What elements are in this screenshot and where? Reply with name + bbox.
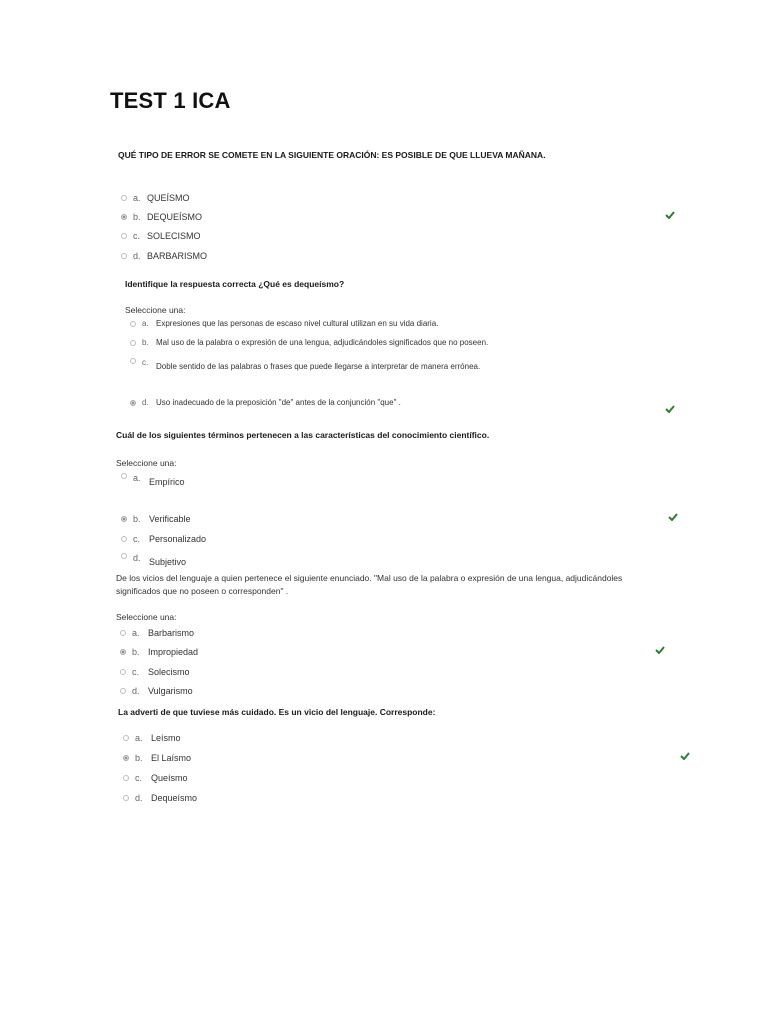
radio-icon[interactable] — [120, 688, 126, 694]
option-label: QUEÍSMO — [147, 193, 190, 203]
option-letter: d. — [133, 251, 141, 261]
option-label: SOLECISMO — [147, 231, 201, 241]
q2-option-d[interactable] — [130, 398, 401, 407]
radio-icon[interactable] — [120, 669, 126, 675]
question-2-text: Identifique la respuesta correcta ¿Qué es dequeísmo? — [125, 279, 345, 289]
check-icon — [655, 646, 665, 654]
option-letter: a. — [133, 193, 141, 203]
q4-option-b[interactable] — [120, 647, 198, 657]
option-label: Barbarismo — [148, 628, 195, 638]
check-icon — [665, 405, 675, 413]
check-icon — [668, 513, 678, 521]
radio-icon[interactable] — [121, 516, 127, 522]
radio-icon[interactable] — [121, 253, 127, 259]
q2-option-a[interactable] — [130, 319, 438, 328]
q1-option-b[interactable] — [121, 212, 202, 222]
q1-option-a[interactable] — [121, 193, 190, 203]
radio-icon[interactable] — [123, 775, 129, 781]
radio-icon[interactable] — [121, 473, 127, 479]
option-label: Leísmo — [151, 733, 181, 743]
option-label: Vulgarismo — [148, 686, 193, 696]
option-letter: d. — [132, 686, 140, 696]
select-one-label: Seleccione una: — [116, 458, 177, 468]
q4-option-d[interactable] — [120, 686, 193, 696]
q5-option-c[interactable] — [123, 773, 188, 783]
option-letter: a. — [133, 473, 141, 483]
option-label: Impropiedad — [148, 647, 199, 657]
q3-option-a[interactable] — [121, 473, 185, 487]
option-label: Personalizado — [149, 534, 207, 544]
option-label: Subjetivo — [149, 557, 187, 567]
check-icon — [680, 752, 690, 760]
page-title: TEST 1 ICA — [110, 88, 231, 113]
radio-icon[interactable] — [130, 400, 136, 406]
option-letter: a. — [132, 628, 140, 638]
q2-option-b[interactable] — [130, 338, 488, 347]
select-one-label: Seleccione una: — [116, 612, 177, 622]
option-letter: c. — [133, 231, 141, 241]
radio-icon[interactable] — [120, 630, 126, 636]
radio-icon[interactable] — [121, 553, 127, 559]
option-letter: c. — [142, 358, 149, 367]
q4-option-c[interactable] — [120, 667, 190, 677]
radio-icon[interactable] — [121, 195, 127, 201]
radio-icon[interactable] — [123, 735, 129, 741]
option-letter: c. — [135, 773, 143, 783]
q3-option-c[interactable] — [121, 534, 206, 544]
option-letter: d. — [142, 398, 149, 407]
option-label: Verificable — [149, 514, 191, 524]
option-label: Queísmo — [151, 773, 188, 783]
radio-icon[interactable] — [121, 536, 127, 542]
q3-option-b[interactable] — [121, 514, 191, 524]
question-5-text: La adverti de que tuviese más cuidado. Es un vicio del lenguaje. Corresponde: — [118, 707, 436, 717]
radio-icon[interactable] — [121, 233, 127, 239]
option-letter: c. — [133, 534, 141, 544]
option-label: Expresiones que las personas de escaso nivel cultural utilizan en su vida diaria. — [156, 319, 439, 328]
option-label: BARBARISMO — [147, 251, 208, 261]
option-letter: d. — [133, 553, 141, 563]
select-one-label: Seleccione una: — [125, 305, 186, 315]
question-1-text: QUÉ TIPO DE ERROR SE COMETE EN LA SIGUIENTE ORACIÓN: ES POSIBLE DE QUE LLUEVA MAÑANA. — [118, 150, 546, 160]
q2-option-c[interactable] — [130, 358, 480, 371]
option-letter: d. — [135, 793, 143, 803]
option-letter: b. — [142, 338, 149, 347]
check-icon — [665, 211, 675, 219]
radio-icon[interactable] — [120, 649, 126, 655]
question-4-text-line1: De los vicios del lenguaje a quien pertenece el siguiente enunciado. "Mal uso de la palabra o expresión de una lengua, adjudicándoles — [116, 573, 623, 583]
option-letter: a. — [135, 733, 143, 743]
q1-option-d[interactable] — [121, 251, 207, 261]
radio-icon[interactable] — [123, 755, 129, 761]
radio-icon[interactable] — [130, 358, 136, 364]
radio-icon[interactable] — [130, 321, 136, 327]
option-label: Empírico — [149, 477, 185, 487]
option-letter: a. — [142, 319, 149, 328]
q5-option-b[interactable] — [123, 753, 191, 763]
option-letter: b. — [135, 753, 143, 763]
radio-icon[interactable] — [130, 340, 136, 346]
radio-icon[interactable] — [123, 795, 129, 801]
option-letter: c. — [132, 667, 140, 677]
option-label: Mal uso de la palabra o expresión de una lengua, adjudicándoles significados que no poseen. — [156, 338, 489, 347]
option-label: Doble sentido de las palabras o frases que puede llegarse a interpretar de manera errónea. — [156, 362, 481, 371]
question-3-text: Cuál de los siguientes términos pertenecen a las características del conocimiento científico. — [116, 430, 490, 440]
option-label: Dequeísmo — [151, 793, 198, 803]
option-letter: b. — [133, 212, 141, 222]
q5-option-d[interactable] — [123, 793, 197, 803]
option-letter: b. — [132, 647, 140, 657]
option-label: Uso inadecuado de la preposición "de" antes de la conjunción "que" . — [156, 398, 401, 407]
radio-icon[interactable] — [121, 214, 127, 220]
q3-option-d[interactable] — [121, 553, 186, 567]
option-label: El Laísmo — [151, 753, 192, 763]
q4-option-a[interactable] — [120, 628, 194, 638]
q1-option-c[interactable] — [121, 231, 201, 241]
option-letter: b. — [133, 514, 141, 524]
question-4-text-line2: significados que no poseen o corresponden" . — [116, 586, 289, 596]
q5-option-a[interactable] — [123, 733, 181, 743]
option-label: Solecismo — [148, 667, 190, 677]
option-label: DEQUEÍSMO — [147, 212, 203, 222]
